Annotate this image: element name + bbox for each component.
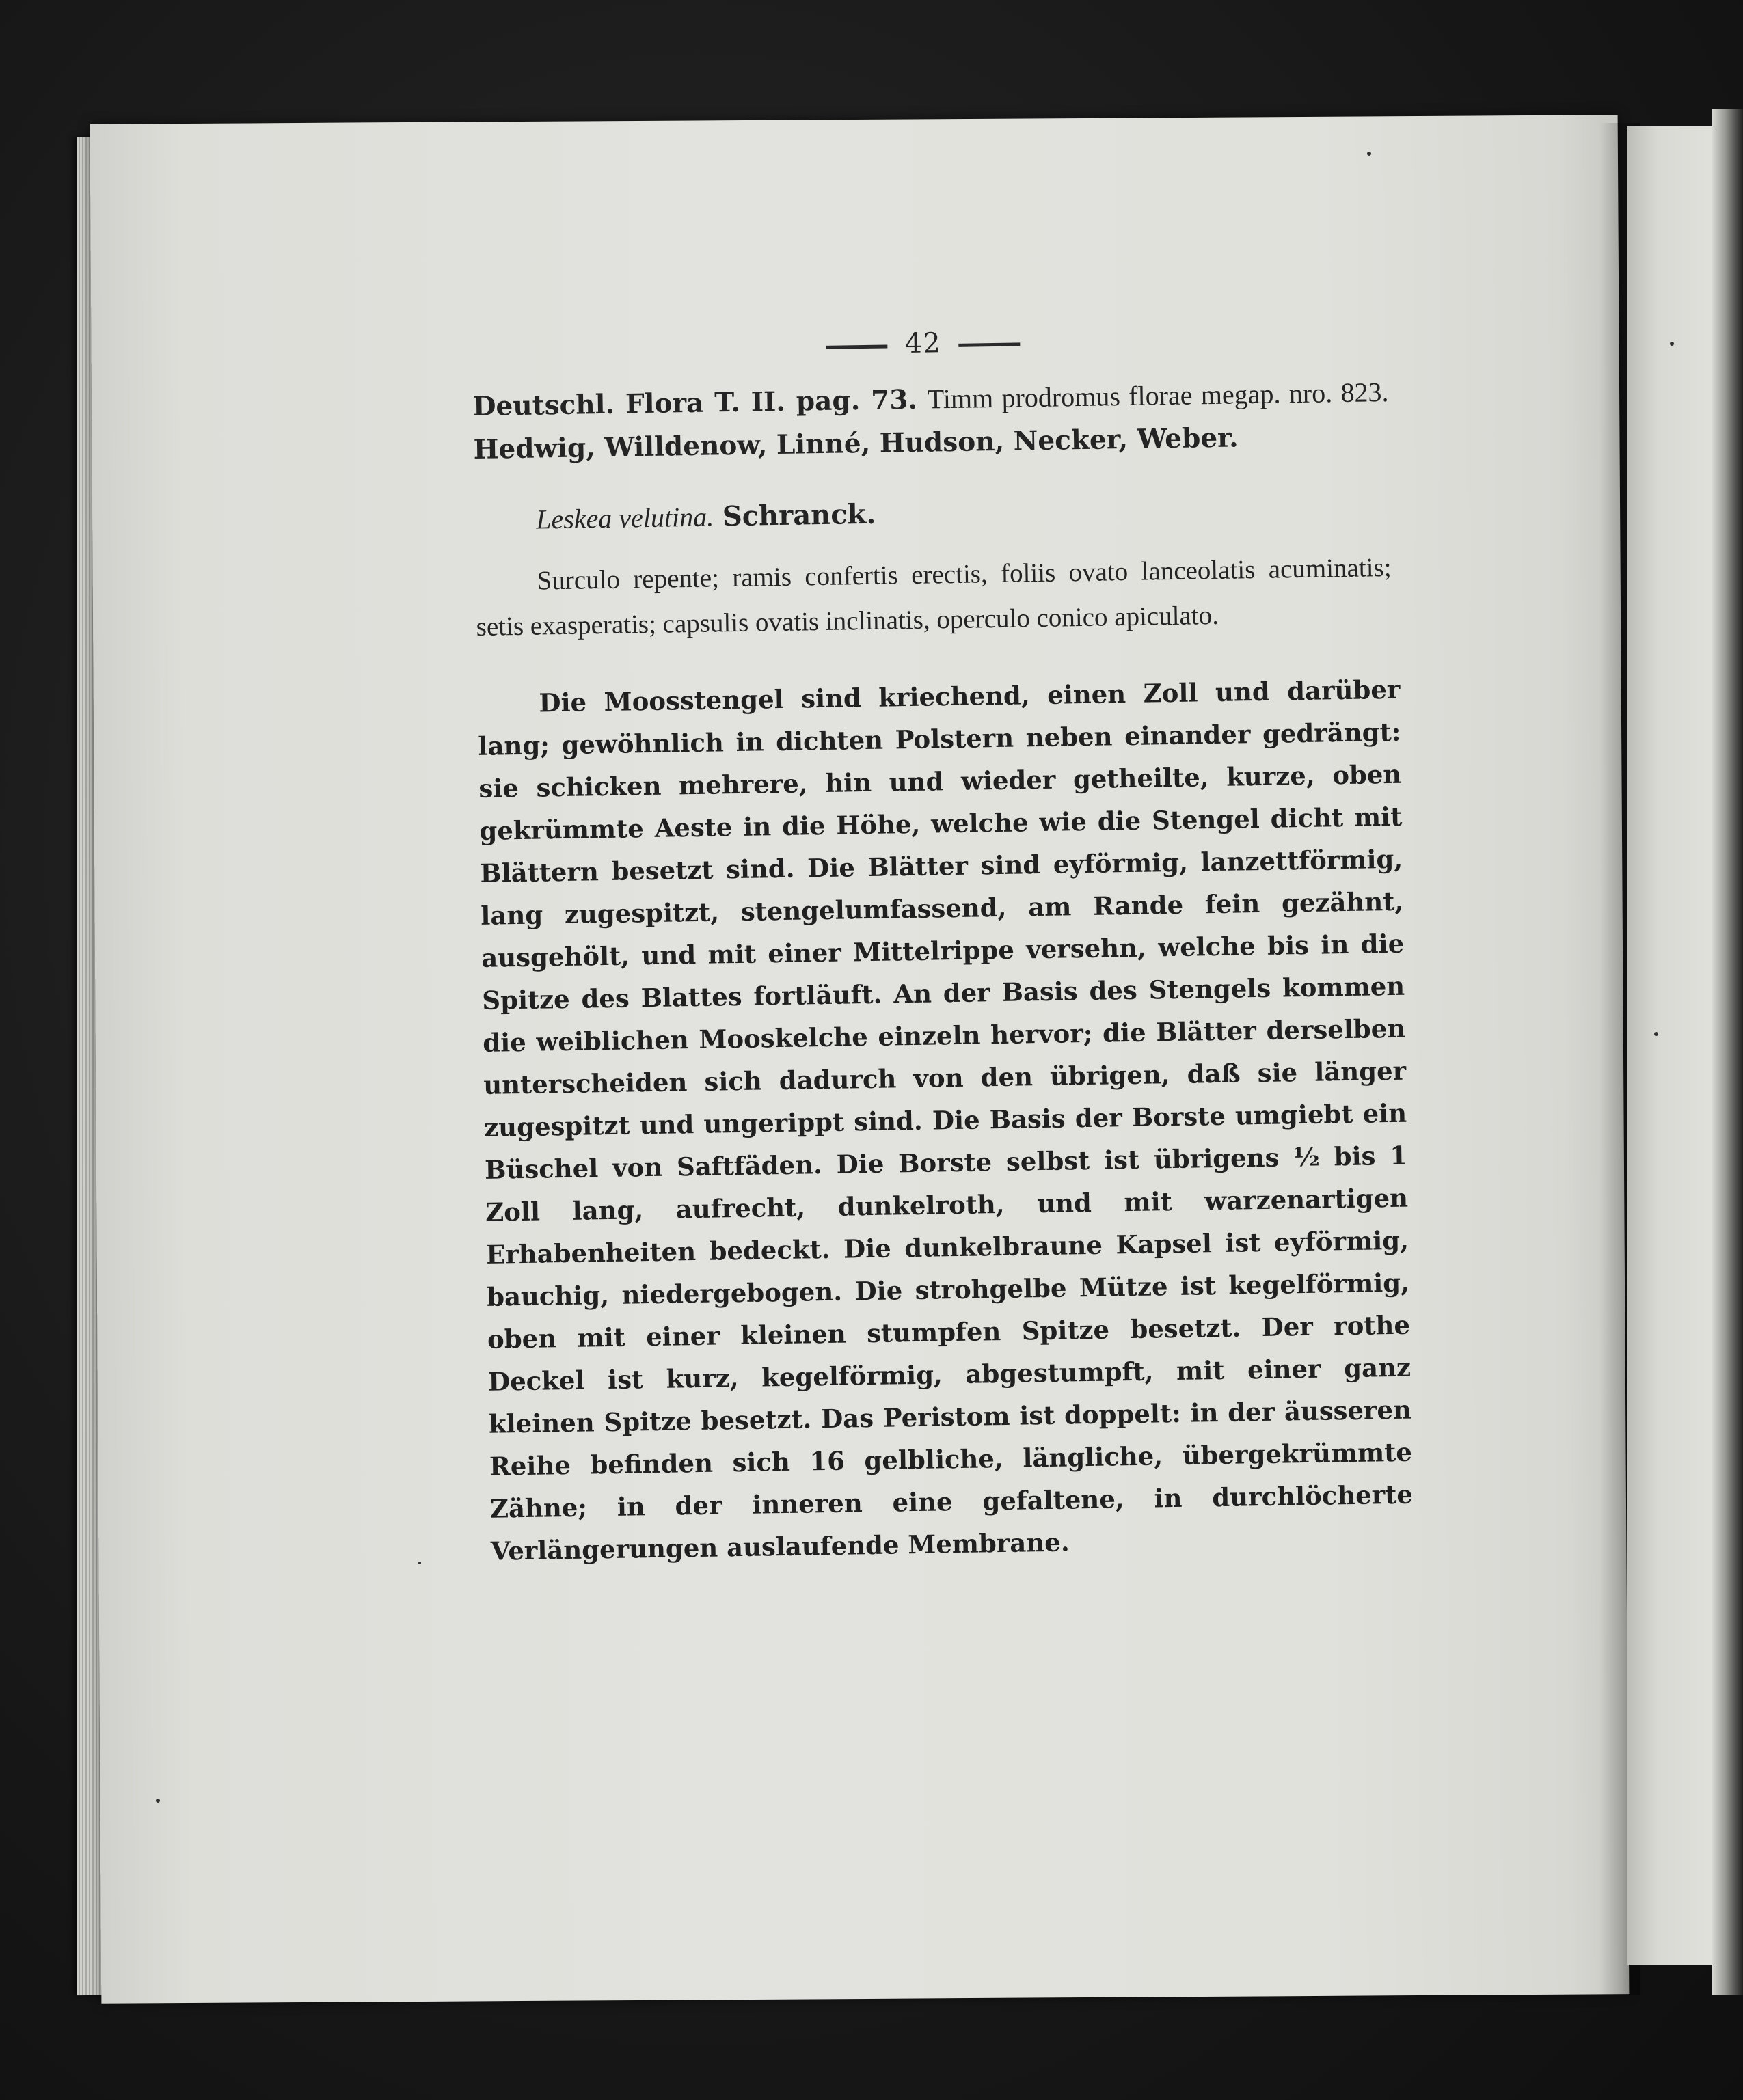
page-number: 42 — [904, 327, 942, 360]
dust-speck — [1654, 1032, 1658, 1036]
page-text — [472, 321, 1414, 1572]
latin-diagnosis: Surculo repente; ramis confertis erectis, foliis ovato lanceolatis acuminatis; setis exasperatis; capsulis ovatis inclinatis, operculo conico apiculato. — [476, 552, 1392, 642]
dust-speck — [1367, 152, 1371, 156]
facing-page — [1627, 126, 1716, 1965]
german-description: Die Moosstengel sind kriechend, einen Zoll und darüber lang; gewöhnlich in dichten Polstern neben einander gedrängt: sie schicken mehrere, hin und wieder getheilte, kurze, oben gekrümmte Aeste in die Höhe, welche wie die Stengel dicht mit Blättern besetzt sind. Die Blätter sind eyförmig, lanzettförmig, lang zugespitzt, stengelumfassend, am Rande fein gezähnt, ausgehölt, und mit einer Mittelrippe versehn, welche bis in die Spitze des Blattes fortläuft. An der Basis des Stengels kommen die weiblichen Mooskelche einzeln hervor; die Blätter derselben unterscheiden sich dadurch von den übrigen, daß sie länger zugespitzt und ungerippt sind. Die Basis der Borste umgiebt ein Büschel von Saftfäden. Die Borste selbst ist übrigens ½ bis 1 Zoll lang, aufrecht, dunkelroth, und mit warzenartigen Erhabenheiten bedeckt. Die dunkelbraune Kapsel ist eyförmig, bauchig, niedergebogen. Die strohgelbe Mütze ist kegelförmig, oben mit einer kleinen stumpfen Spitze besetzt. Der rothe Deckel ist kurz, kegelförmig, abgestumpft, mit einer ganz kleinen Spitze besetzt. Das Peristom ist doppelt: in der äusseren Reihe befinden sich 16 gelbliche, längliche, übergekrümmte Zähne; in der inneren eine gefaltene, in durchlöcherte Verlängerungen auslaufende Membrane. — [478, 674, 1414, 1566]
citation-fraktur-b: Hedwig, Willdenow, Linné, Hudson, Necker, Weber. — [473, 422, 1239, 465]
header-rule-right — [959, 342, 1021, 346]
citation-fraktur-a: Deutschl. Flora T. II. pag. 73. — [472, 383, 918, 422]
citation-latin: Timm prodromus florae megap. nro. 823. — [927, 376, 1389, 415]
dust-speck — [1670, 342, 1674, 346]
species-name: Leskea velutina. — [535, 501, 714, 535]
dust-speck — [418, 1562, 421, 1564]
header-rule-left — [826, 344, 887, 349]
citation-block — [472, 371, 1390, 472]
species-author: Schranck. — [722, 497, 876, 533]
species-heading — [536, 490, 1377, 535]
dust-speck — [156, 1799, 160, 1803]
facing-page-edge — [1712, 109, 1743, 1995]
